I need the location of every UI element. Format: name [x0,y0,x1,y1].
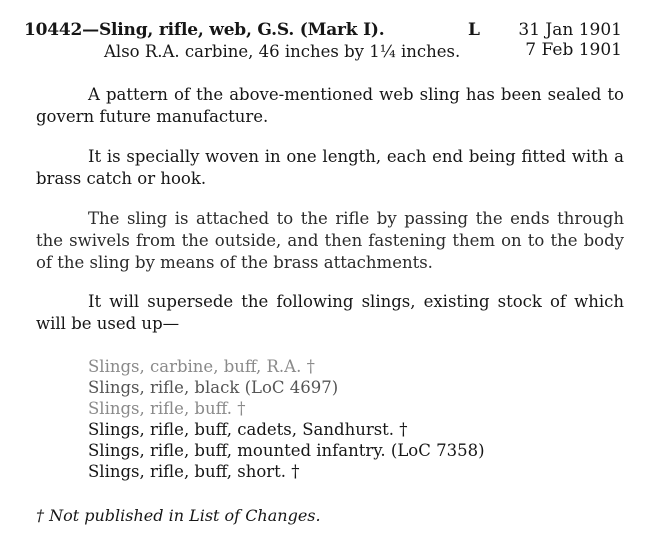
list-item: Slings, rifle, buff, cadets, Sandhurst. † [88,420,408,439]
date-primary: 31 Jan 1901 [518,20,622,40]
entry-title: 10442—Sling, rifle, web, G.S. (Mark I). [24,20,385,40]
entry-subtitle: Also R.A. carbine, 46 inches by 1¼ inches. [104,42,461,61]
list-item: Slings, carbine, buff, R.A. † [88,357,315,376]
date-secondary: 7 Feb 1901 [525,40,622,60]
footnote: † Not published in List of Changes. [36,506,321,525]
list-item: Slings, rifle, buff. † [88,399,246,418]
list-item: Slings, rifle, black (LoC 4697) [88,378,339,397]
paragraph-attachment: The sling is attached to the rifle by passing the ends through the swivels from the outside, and then fastening them on to the body of the sling by means of the brass attachments. [36,209,624,272]
list-item: Slings, rifle, buff, mounted infantry. (LoC 7358) [88,441,485,460]
paragraph-woven: It is specially woven in one length, each end being fitted with a brass catch or hook. [36,147,624,188]
paragraph-supersede: It will supersede the following slings, existing stock of which will be used up— [36,292,624,333]
paragraph-sealed-pattern: A pattern of the above-mentioned web sling has been sealed to govern future manufacture. [36,85,624,126]
list-item: Slings, rifle, buff, short. † [88,462,300,481]
entry-letter: L [468,20,480,40]
superseded-slings-list [88,356,485,482]
